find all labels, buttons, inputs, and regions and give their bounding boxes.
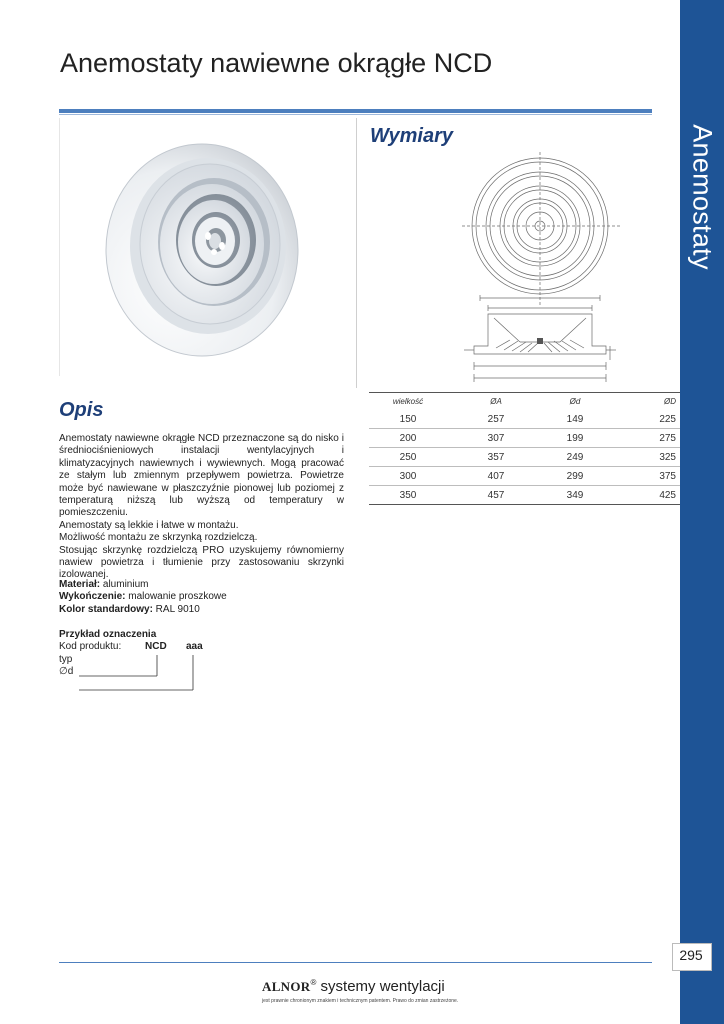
- column-guide: [59, 118, 60, 376]
- cell-diameter-d-large: 225: [603, 410, 680, 429]
- description-paragraph: Stosując skrzynkę rozdzielczą PRO uzyskujemy równomierny nawiew powietrza i tłumienie przy zastosowaniu skrzynki izolowanej.: [59, 544, 344, 581]
- example-leader-lines: [59, 629, 279, 719]
- cell-diameter-d-small: 149: [525, 410, 603, 429]
- registered-mark: ®: [310, 978, 317, 987]
- cell-diameter-a: 407: [447, 467, 525, 486]
- table-row: [369, 486, 680, 505]
- title-rule-thin: [59, 114, 652, 115]
- cell-diameter-a: 257: [447, 410, 525, 429]
- technical-drawing: [460, 152, 628, 384]
- table-row: [369, 410, 680, 429]
- property-value: aluminium: [100, 579, 149, 590]
- property-finish: [59, 591, 227, 603]
- product-photo: [92, 140, 312, 360]
- header-diameter-d-small: Ød: [569, 397, 581, 406]
- page-title: Anemostaty nawiewne okrągłe NCD: [60, 48, 493, 78]
- footer-note: jest prawnie chronionym znakiem i technicznym patentem. Prawo do zmian zastrzeżone.: [262, 998, 459, 1004]
- header-diameter-d-large: ØD: [664, 397, 676, 406]
- bottom-rule: [59, 962, 652, 963]
- description-text: [59, 433, 344, 582]
- ordering-example: [59, 629, 203, 679]
- cell-size: 300: [369, 467, 447, 486]
- brand-tagline: systemy wentylacji: [316, 978, 445, 995]
- example-title: Przykład oznaczenia: [59, 629, 157, 640]
- title-rule: [59, 109, 652, 113]
- property-material: [59, 579, 227, 591]
- description-heading: Opis: [59, 399, 104, 421]
- description-paragraph: Anemostaty nawiewne okrągłe NCD przeznaczone są do nisko i średniociśnieniowych instalacji wentylacyjnych i klimatyzacyjnych nawiewnych i wywiewnych. Mogą pracować ze stałym lub zmiennym przepływem powietrza. Powietrze może być nawiewane w płaszczyźnie pionowej lub poziomej z temperaturą niższą lub wyższą od temperatury w pomieszczeniu.: [59, 433, 344, 519]
- cell-diameter-d-small: 299: [525, 467, 603, 486]
- table-row: [369, 429, 680, 448]
- property-value: malowanie proszkowe: [125, 591, 227, 603]
- page-number: 295: [679, 947, 703, 963]
- footer-brand: [262, 978, 445, 995]
- cell-diameter-a: 307: [447, 429, 525, 448]
- cell-diameter-d-small: 249: [525, 448, 603, 467]
- property-label: Wykończenie:: [59, 591, 126, 603]
- cell-diameter-d-large: 425: [603, 486, 680, 505]
- property-label: Materiał:: [59, 579, 101, 590]
- cell-size: 350: [369, 486, 447, 505]
- cell-diameter-d-small: 349: [525, 486, 603, 505]
- cell-diameter-d-large: 275: [603, 429, 680, 448]
- table-row: [369, 448, 680, 467]
- example-diameter-label: ∅d: [59, 666, 74, 678]
- cell-size: 250: [369, 448, 447, 467]
- cell-diameter-a: 457: [447, 486, 525, 505]
- example-code-suffix: aaa: [186, 641, 203, 653]
- dimensions-table: [369, 392, 680, 505]
- brand-logo: ALNOR: [262, 979, 311, 994]
- cell-size: 200: [369, 429, 447, 448]
- example-type-label: typ: [59, 653, 73, 665]
- header-size: wielkość: [392, 397, 424, 406]
- table-row: [369, 467, 680, 486]
- example-code-value: NCD: [145, 641, 167, 653]
- cell-diameter-a: 357: [447, 448, 525, 467]
- property-color: [59, 604, 227, 616]
- cell-diameter-d-large: 375: [603, 467, 680, 486]
- description-paragraph: Możliwość montażu ze skrzynką rozdzielczą.: [59, 532, 258, 544]
- product-properties: [59, 579, 227, 616]
- side-category-label: Anemostaty: [687, 124, 718, 270]
- example-code-label: Kod produktu:: [59, 641, 122, 653]
- cell-diameter-d-small: 199: [525, 429, 603, 448]
- description-paragraph: Anemostaty są lekkie i łatwe w montażu.: [59, 519, 239, 531]
- property-label: Kolor standardowy:: [59, 603, 153, 615]
- table-header-row: [369, 393, 680, 410]
- dimensions-heading: Wymiary: [370, 125, 454, 147]
- property-value: RAL 9010: [152, 603, 200, 615]
- cell-size: 150: [369, 410, 447, 429]
- column-divider: [356, 118, 357, 388]
- header-diameter-a: ØA: [490, 397, 502, 406]
- cell-diameter-d-large: 325: [603, 448, 680, 467]
